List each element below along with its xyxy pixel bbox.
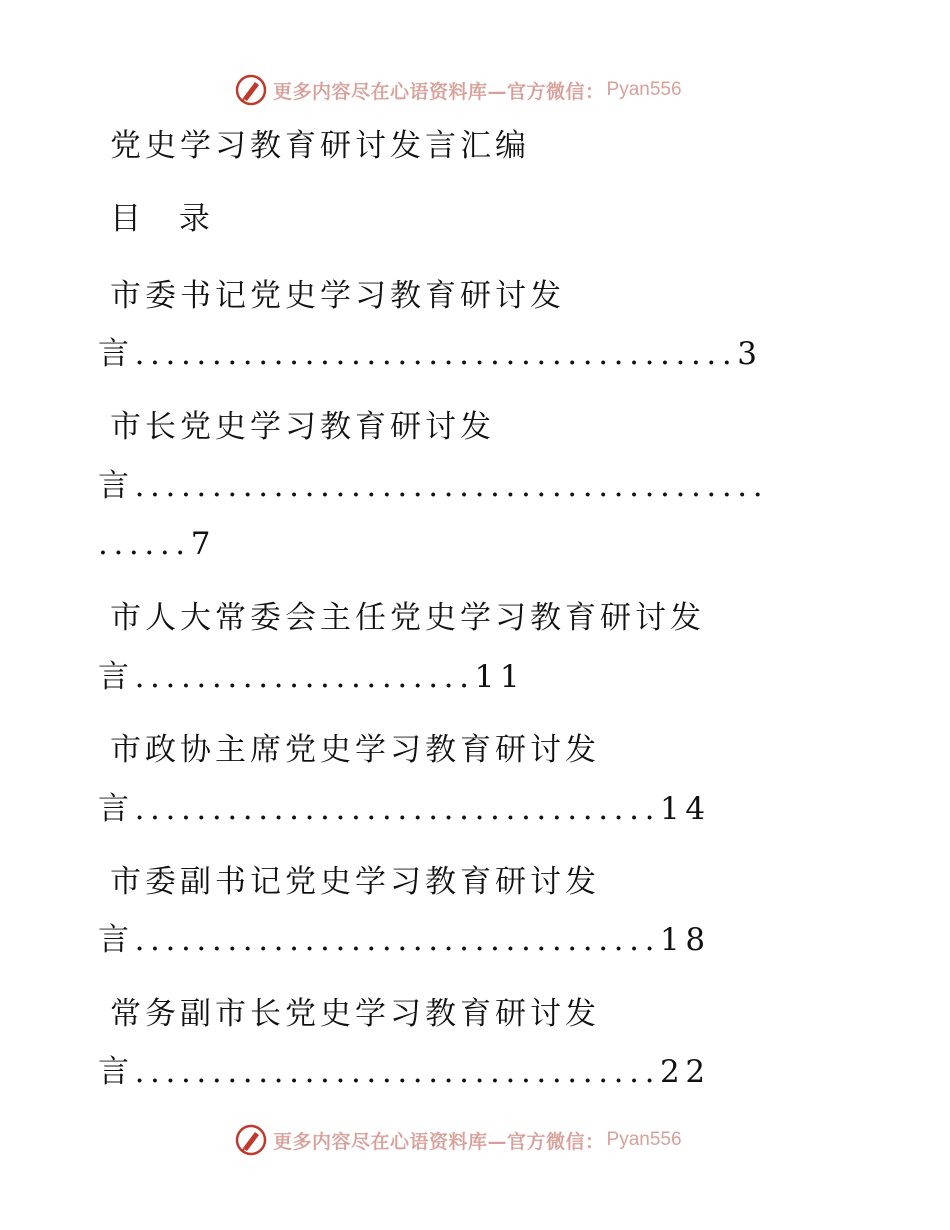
pen-logo-icon bbox=[235, 1124, 267, 1156]
toc-entry-leader[interactable]: 言..................................22 bbox=[98, 1054, 711, 1090]
banner-wechat-id: Pyan556 bbox=[606, 79, 682, 100]
toc-entry-title[interactable]: 市委书记党史学习教育研讨发 bbox=[110, 278, 565, 314]
banner-text: 更多内容尽在心语资料库—官方微信： bbox=[273, 1130, 605, 1153]
toc-heading: 目 录 bbox=[110, 201, 224, 237]
banner-text: 更多内容尽在心语资料库—官方微信： bbox=[273, 80, 605, 103]
banner-wechat-id: Pyan556 bbox=[606, 1129, 682, 1150]
toc-entry-leader[interactable]: 言..................................14 bbox=[98, 791, 711, 827]
toc-entry-title[interactable]: 常务副市长党史学习教育研讨发 bbox=[110, 996, 600, 1032]
footer-watermark-banner bbox=[235, 1123, 682, 1157]
toc-entry-title[interactable]: 市委副书记党史学习教育研讨发 bbox=[110, 864, 600, 900]
toc-entry-title[interactable]: 市长党史学习教育研讨发 bbox=[110, 409, 495, 445]
toc-entry-leader-continued[interactable]: ......7 bbox=[98, 526, 217, 562]
pen-logo-icon bbox=[235, 74, 267, 106]
toc-entry-leader[interactable]: 言..................................18 bbox=[98, 922, 711, 958]
toc-entry-leader[interactable]: 言.......................................3 bbox=[98, 336, 763, 372]
toc-entry-title[interactable]: 市人大常委会主任党史学习教育研讨发 bbox=[110, 600, 705, 636]
document-title: 党史学习教育研讨发言汇编 bbox=[110, 128, 530, 164]
header-watermark-banner bbox=[235, 73, 682, 107]
toc-entry-leader[interactable]: 言......................11 bbox=[98, 659, 526, 695]
toc-entry-title[interactable]: 市政协主席党史学习教育研讨发 bbox=[110, 732, 600, 768]
toc-entry-leader[interactable]: 言......................................... bbox=[98, 468, 769, 504]
